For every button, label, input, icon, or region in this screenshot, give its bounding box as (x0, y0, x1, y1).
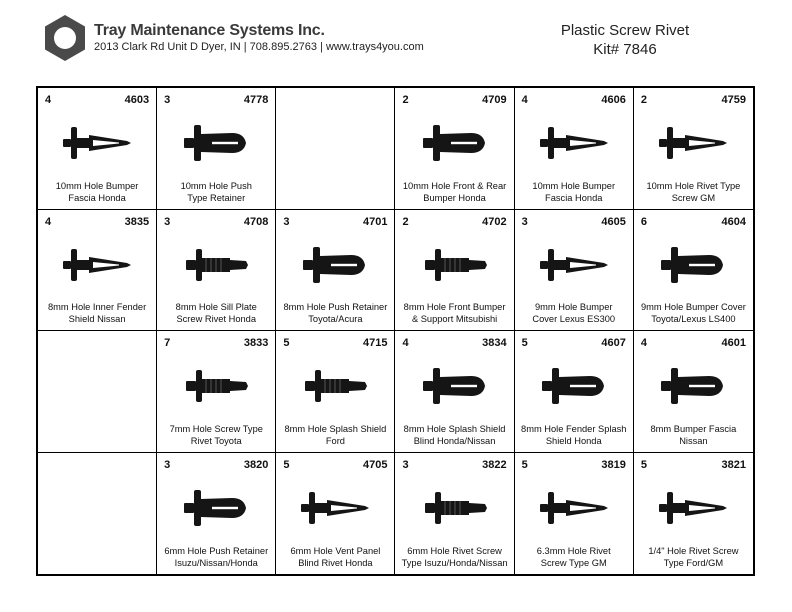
part-description (634, 545, 753, 569)
description-line-2: Rivet Toyota (190, 435, 242, 446)
description-line-1: 8mm Hole Sill Plate (175, 302, 257, 312)
empty-cell (276, 88, 395, 210)
description-line-1: 9mm Hole Bumper (534, 302, 613, 312)
description-line-2: Type Isuzu/Honda/Nissan (401, 558, 508, 568)
description-line-1: 1/4" Hole Rivet Screw (648, 546, 739, 556)
part-cell (515, 210, 634, 332)
description-line-2: Screw GM (671, 192, 716, 203)
description-line-1: 10mm Hole Bumper (532, 180, 616, 191)
quantity-label: 5 (283, 337, 290, 349)
push-type-retainer-icon (415, 356, 495, 416)
description-line-1: 6mm Hole Vent Panel (290, 546, 381, 556)
description-line-1: 8mm Hole Front Bumper (403, 302, 506, 312)
part-description (276, 301, 394, 325)
part-description (38, 301, 156, 325)
part-cell (157, 453, 276, 575)
part-description (395, 545, 513, 569)
part-description (395, 423, 513, 447)
description-line-2: Type Ford/GM (663, 558, 724, 568)
part-description (634, 301, 753, 325)
part-number: 3821 (721, 458, 746, 471)
company-name: Tray Maintenance Systems Inc. (94, 22, 325, 39)
description-line-2: Toyota/Acura (308, 314, 363, 324)
part-number: 4606 (601, 94, 626, 106)
part-cell (395, 331, 514, 453)
kit-title: Plastic Screw Rivet (560, 22, 690, 39)
part-number: 4604 (721, 215, 746, 228)
part-description (38, 180, 156, 204)
quantity-label: 2 (402, 94, 409, 106)
quantity-label: 4 (45, 215, 52, 228)
part-cell (276, 453, 395, 575)
description-line-1: 8mm Hole Push Retainer (283, 302, 388, 312)
part-number: 4759 (721, 94, 746, 106)
part-number: 4778 (243, 94, 269, 106)
description-line-1: 9mm Hole Bumper Cover (640, 302, 746, 312)
part-number: 4715 (363, 337, 388, 349)
part-cell (157, 88, 276, 210)
description-line-1: 10mm Hole Rivet Type (646, 180, 741, 191)
part-number: 3834 (482, 337, 507, 349)
push-type-retainer-icon (176, 478, 256, 538)
part-description (157, 180, 275, 204)
christmas-tree-rivet-icon (653, 478, 733, 538)
description-line-1: 8mm Hole Splash Shield (403, 423, 506, 434)
part-cell (634, 88, 753, 210)
part-description (634, 180, 753, 204)
part-number: 4709 (482, 94, 507, 106)
push-type-retainer-icon (415, 113, 495, 173)
description-line-1: 7mm Hole Screw Type (169, 423, 263, 434)
part-cell (515, 331, 634, 453)
part-description (515, 180, 633, 204)
empty-cell (38, 453, 157, 575)
description-line-1: 8mm Hole Splash Shield (284, 423, 387, 434)
part-cell (634, 331, 753, 453)
screw-rivet-icon (415, 478, 495, 538)
description-line-2: Blind Honda/Nissan (413, 435, 496, 446)
christmas-tree-rivet-icon (57, 113, 137, 173)
screw-rivet-icon (176, 356, 256, 416)
description-line-2: Blind Rivet Honda (298, 558, 373, 568)
part-number: 4601 (721, 337, 746, 349)
part-number: 3819 (601, 458, 626, 471)
christmas-tree-rivet-icon (57, 235, 137, 295)
quantity-label: 5 (640, 458, 647, 471)
part-number: 4607 (601, 337, 626, 349)
part-description (276, 423, 394, 447)
screw-rivet-icon (415, 235, 495, 295)
description-line-2: Screw Type GM (540, 558, 607, 568)
part-description (395, 301, 513, 325)
description-line-1: 8mm Hole Fender Splash (521, 423, 627, 434)
description-line-2: Screw Rivet Honda (176, 314, 257, 324)
christmas-tree-rivet-icon (534, 235, 614, 295)
description-line-1: 6mm Hole Rivet Screw (407, 546, 502, 556)
quantity-label: 4 (402, 337, 409, 349)
quantity-label: 3 (521, 215, 528, 228)
description-line-2: Fascia Honda (68, 192, 126, 203)
hex-nut-logo-icon (40, 13, 90, 63)
company-address: 2013 Clark Rd Unit D Dyer, IN | 708.895.2763 | www.trays4you.com (94, 41, 424, 53)
part-cell (515, 453, 634, 575)
part-number: 3833 (243, 337, 269, 349)
part-number: 4605 (601, 215, 626, 228)
description-line-2: Bumper Honda (423, 192, 486, 203)
page-header (0, 0, 792, 80)
part-description (395, 180, 513, 204)
part-description (515, 545, 633, 569)
description-line-1: 10mm Hole Bumper (55, 180, 139, 191)
part-description (157, 545, 275, 569)
push-type-retainer-icon (653, 235, 733, 295)
kit-number: Kit# 7846 (593, 41, 657, 58)
part-number: 4603 (124, 94, 150, 106)
part-cell (276, 331, 395, 453)
part-cell (38, 88, 157, 210)
quantity-label: 3 (283, 215, 290, 228)
quantity-label: 3 (402, 458, 409, 471)
quantity-label: 6 (640, 215, 647, 228)
quantity-label: 4 (640, 337, 647, 349)
description-line-2: Toyota/Lexus LS400 (651, 314, 736, 324)
description-line-1: 10mm Hole Push (180, 180, 252, 191)
part-number: 4702 (482, 215, 507, 228)
quantity-label: 4 (45, 94, 52, 106)
quantity-label: 7 (164, 337, 171, 349)
quantity-label: 2 (640, 94, 647, 106)
quantity-label: 3 (164, 215, 171, 228)
part-cell (634, 210, 753, 332)
description-line-2: Cover Lexus ES300 (532, 314, 616, 324)
quantity-label: 5 (521, 458, 528, 471)
description-line-2: Nissan (679, 435, 708, 446)
description-line-2: & Support Mitsubishi (411, 314, 498, 324)
description-line-2: Shield Honda (545, 435, 602, 446)
quantity-label: 5 (283, 458, 290, 471)
push-type-retainer-icon (295, 235, 375, 295)
screw-rivet-icon (176, 235, 256, 295)
christmas-tree-rivet-icon (534, 478, 614, 538)
quantity-label: 3 (164, 94, 171, 106)
part-number: 3820 (243, 458, 269, 471)
quantity-label: 2 (402, 215, 409, 228)
part-number: 3822 (482, 458, 507, 471)
part-number: 4701 (363, 215, 388, 228)
part-description (276, 545, 394, 569)
screw-rivet-icon (295, 356, 375, 416)
part-description (515, 301, 633, 325)
part-number: 4708 (243, 215, 269, 228)
part-cell (634, 453, 753, 575)
part-cell (276, 210, 395, 332)
christmas-tree-rivet-icon (295, 478, 375, 538)
description-line-1: 8mm Hole Inner Fender (47, 302, 147, 312)
part-description (157, 301, 275, 325)
part-number: 4705 (363, 458, 388, 471)
part-description (515, 423, 633, 447)
part-description (634, 423, 753, 447)
part-cell (395, 210, 514, 332)
description-line-2: Type Retainer (187, 192, 246, 203)
description-line-1: 8mm Bumper Fascia (650, 423, 737, 434)
parts-grid (36, 86, 755, 576)
description-line-2: Shield Nissan (68, 314, 126, 324)
push-type-retainer-icon (534, 356, 614, 416)
description-line-1: 6mm Hole Push Retainer (164, 546, 269, 556)
empty-cell (38, 331, 157, 453)
push-type-retainer-icon (653, 356, 733, 416)
push-type-retainer-icon (176, 113, 256, 173)
part-cell (38, 210, 157, 332)
quantity-label: 5 (521, 337, 528, 349)
description-line-2: Fascia Honda (545, 192, 603, 203)
description-line-1: 10mm Hole Front & Rear (402, 180, 507, 191)
part-cell (515, 88, 634, 210)
description-line-1: 6.3mm Hole Rivet (536, 546, 611, 556)
part-number: 3835 (124, 215, 150, 228)
description-line-2: Isuzu/Nissan/Honda (174, 558, 258, 568)
christmas-tree-rivet-icon (534, 113, 614, 173)
part-cell (157, 210, 276, 332)
part-description (157, 423, 275, 447)
description-line-2: Ford (325, 435, 345, 446)
quantity-label: 3 (164, 458, 171, 471)
part-cell (395, 88, 514, 210)
part-cell (395, 453, 514, 575)
christmas-tree-rivet-icon (653, 113, 733, 173)
part-cell (157, 331, 276, 453)
quantity-label: 4 (521, 94, 528, 106)
